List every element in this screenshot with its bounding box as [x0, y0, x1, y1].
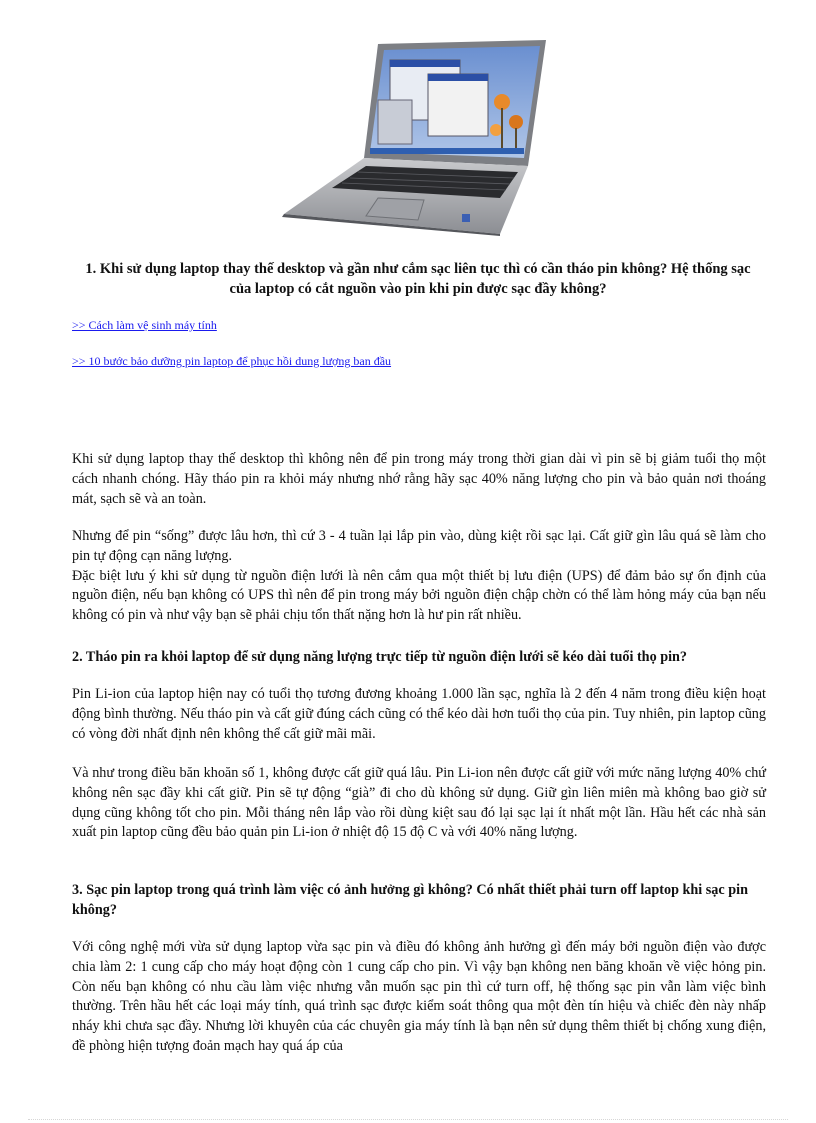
paragraph-text: Đặc biệt lưu ý khi sử dụng từ nguồn điện lưới là nên cắm qua một thiết bị lưu điện (UPS) để đảm bảo sự ổn định của nguồn điện, nếu bạn không có UPS thì nên để pin trong máy bởi nguồn điện chập chờn có thể làm hỏng máy của bạn nếu không có pin và như vậy bạn sẽ phải chịu tổn thất nặng hơn là hư pin rất nhiều.	[72, 567, 766, 624]
answer-2-paragraph-1	[72, 685, 766, 744]
laptop-image	[278, 38, 548, 236]
answer-3-paragraph-1	[72, 938, 766, 1057]
laptop-illustration	[278, 38, 548, 236]
paragraph-text: Nhưng để pin “sống” được lâu hơn, thì cứ 3 - 4 tuần lại lắp pin vào, dùng kiệt rồi sạc lại. Cất giữ gìn lâu quá sẽ làm cho pin tự động cạn năng lượng.	[72, 528, 766, 564]
question-3-heading: 3. Sạc pin laptop trong quá trình làm việc có ảnh hưởng gì không? Có nhất thiết phải turn off laptop khi sạc pin không?	[72, 882, 748, 918]
page-divider	[28, 1119, 788, 1120]
question-1-heading: 1. Khi sử dụng laptop thay thế desktop và gần như cắm sạc liên tục thì có cần tháo pin không? Hệ thống sạc của laptop có cắt nguồn vào pin khi pin được sạc đầy không?	[85, 261, 751, 297]
paragraph-text: Với công nghệ mới vừa sử dụng laptop vừa sạc pin và điều đó không ảnh hưởng gì đến máy bởi nguồn điện vào được chia làm 2: 1 cung cấp cho máy hoạt động còn 1 cung cấp cho pin. Vì vậy bạn không nen băng khoăn về việc hỏng pin. Còn nếu bạn không có nhu cầu làm việc nhưng vẫn muốn sạc pin thì cứ turn off, hệ thống sạc pin vẫn làm việc bình thường. Trên hầu hết các loại máy tính, quá trình sạc được kiểm soát thông qua một đèn tín hiệu và chiếc đèn này nhấp nháy khi chưa sạc đầy. Nhưng lời khuyên của các chuyên gia máy tính là bạn nên sử dụng thêm thiết bị chống xung điện, đề phòng hiện tượng đoản mạch hay quá áp của	[72, 939, 766, 1054]
link-battery-maintenance[interactable]: >> 10 bước bảo dưỡng pin laptop để phục hồi dung lượng ban đầu	[72, 354, 392, 368]
question-2-heading: 2. Tháo pin ra khỏi laptop để sử dụng năng lượng trực tiếp từ nguồn điện lưới sẽ kéo dài tuổi thọ pin?	[72, 649, 688, 665]
paragraph-text: Và như trong điều băn khoăn số 1, không được cất giữ quá lâu. Pin Li-ion nên được cất giữ với mức năng lượng 40% chứ không nên sạc đầy khi cất giữ. Pin sẽ tự động “già” đi cho dù không sử dụng. Giữ gìn liên miên mà không bao giờ sử dụng cũng không tốt cho pin. Mỗi tháng nên lắp vào rồi dùng kiệt sau đó lại sạc lại ít nhất một lần. Hầu hết các nhà sản xuất pin laptop cũng đều bảo quản pin Li-ion ở nhiệt độ 15 độ C và với 40% năng lượng.	[72, 765, 766, 841]
paragraph-text: Pin Li-ion của laptop hiện nay có tuổi thọ tương đương khoảng 1.000 lần sạc, nghĩa là 2 đến 4 năm trong điều kiện hoạt động bình thường. Nếu tháo pin và cất giữ đúng cách cũng có thể kéo dài hơn tuổi thọ của pin. Tuy nhiên, pin laptop cũng có vòng đời nhất định nên không thể cất giữ mãi mãi.	[72, 686, 766, 742]
answer-2-paragraph-2	[72, 764, 766, 843]
answer-1-paragraph-2	[72, 527, 766, 626]
link-cleaning-computer[interactable]: >> Cách làm vệ sinh máy tính	[72, 318, 217, 332]
paragraph-text: Khi sử dụng laptop thay thế desktop thì không nên để pin trong máy trong thời gian dài vì pin sẽ bị giảm tuổi thọ một cách nhanh chóng. Hãy tháo pin ra khỏi máy nhưng nhớ rằng hãy sạc 40% năng lượng cho pin và bảo quản nơi thoáng mát, sạch sẽ và an toàn.	[72, 451, 766, 507]
answer-1-paragraph-1	[72, 450, 766, 509]
